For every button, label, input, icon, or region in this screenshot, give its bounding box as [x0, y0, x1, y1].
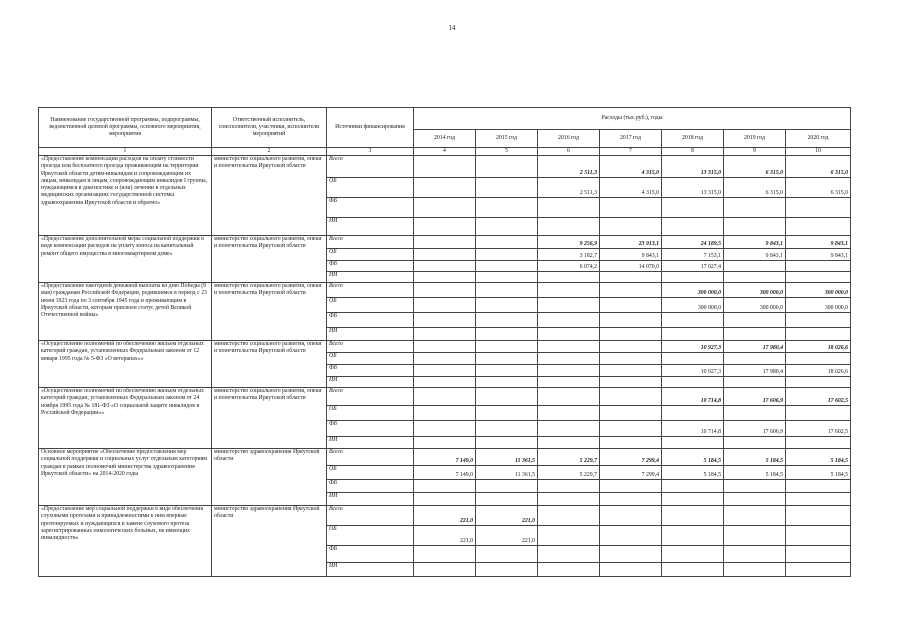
amount-cell: [538, 421, 600, 437]
amount-cell: 11 361,5: [476, 466, 538, 480]
amount-cell: [724, 506, 786, 526]
amount-cell: [476, 493, 538, 506]
amount-cell: [662, 272, 724, 283]
amount-cell: [414, 493, 476, 506]
amount-cell: [724, 377, 786, 388]
program-name: Основное мероприятие «Обеспечение предоставления мер социальной поддержки и социальных услуг отдельным категориям граждан в рамках полномочий министерства здравоохранения Иркутской области» на 2014-2020 годы: [39, 449, 212, 506]
amount-cell: [662, 437, 724, 449]
amount-cell: [538, 546, 600, 563]
amount-cell: [786, 198, 851, 218]
amount-cell: [600, 526, 662, 546]
program-name: «Осуществление полномочий по обеспечению жильем отдельных категорий граждан, установленных Федеральным законом от 12 января 1995 года № 5-ФЗ «О ветеранах»»: [39, 341, 212, 388]
column-number: 1: [39, 148, 212, 156]
amount-cell: [538, 365, 600, 377]
amount-cell: [662, 480, 724, 493]
amount-cell: [476, 563, 538, 577]
header-year: 2018 год: [662, 130, 724, 148]
amount-cell: [414, 421, 476, 437]
amount-cell: 4 315,0: [600, 156, 662, 178]
funding-source: ФБ: [327, 546, 414, 563]
amount-cell: [662, 313, 724, 328]
amount-cell: [600, 218, 662, 236]
funding-source: ФБ: [327, 421, 414, 437]
amount-cell: [786, 272, 851, 283]
amount-cell: [476, 236, 538, 249]
amount-cell: 6 315,0: [724, 156, 786, 178]
amount-cell: [662, 546, 724, 563]
column-number: 2: [212, 148, 327, 156]
amount-cell: [414, 249, 476, 261]
amount-cell: [600, 563, 662, 577]
amount-cell: 2 511,3: [538, 178, 600, 198]
header-year: 2020 год: [786, 130, 851, 148]
amount-cell: [724, 328, 786, 341]
funding-source: Всего: [327, 236, 414, 249]
amount-cell: [724, 198, 786, 218]
amount-cell: [476, 249, 538, 261]
amount-cell: [600, 437, 662, 449]
column-numbers-row: [39, 148, 851, 156]
funding-source: Всего: [327, 283, 414, 298]
amount-cell: [724, 546, 786, 563]
amount-cell: 17 027,4: [662, 261, 724, 272]
amount-cell: [600, 388, 662, 406]
amount-cell: [538, 328, 600, 341]
amount-cell: [476, 198, 538, 218]
amount-cell: 9 843,1: [724, 249, 786, 261]
amount-cell: [538, 353, 600, 365]
amount-cell: [476, 480, 538, 493]
amount-cell: [538, 283, 600, 298]
executor-name: министерство социального развития, опеки и попечительства Иркутской области: [212, 341, 327, 388]
amount-cell: [414, 236, 476, 249]
amount-cell: [662, 563, 724, 577]
amount-cell: [786, 353, 851, 365]
amount-cell: 13 315,0: [662, 178, 724, 198]
column-number: 5: [476, 148, 538, 156]
amount-cell: [414, 261, 476, 272]
amount-cell: 300 000,0: [662, 298, 724, 313]
amount-cell: 10 714,8: [662, 388, 724, 406]
amount-cell: 6 315,0: [786, 156, 851, 178]
amount-cell: [476, 421, 538, 437]
amount-cell: 5 184,5: [724, 466, 786, 480]
amount-cell: 24 189,5: [662, 236, 724, 249]
amount-cell: 13 315,0: [662, 156, 724, 178]
column-number: 8: [662, 148, 724, 156]
amount-cell: [414, 328, 476, 341]
funding-source: ОБ: [327, 178, 414, 198]
program-name: «Осуществление полномочий по обеспечению жильем отдельных категорий граждан, установленных Федеральным законом от 24 ноября 1995 года № 181-ФЗ «О социальной защите инвалидов в Российской Федерации»»: [39, 388, 212, 449]
executor-name: министерство социального развития, опеки и попечительства Иркутской области: [212, 388, 327, 449]
amount-cell: [662, 328, 724, 341]
amount-cell: [724, 218, 786, 236]
amount-cell: [476, 546, 538, 563]
funding-source: ИИ: [327, 272, 414, 283]
table-row: [39, 283, 851, 298]
amount-cell: [414, 437, 476, 449]
funding-source: ИИ: [327, 493, 414, 506]
program-name: «Предоставление мер социальной поддержки в виде обеспечения слуховыми протезами и принадлежностями к ним впервые протезируемых и нуждающихся в замене слухового протеза зарегистрированных онкологических больных, не имеющих инвалидности»: [39, 506, 212, 577]
amount-cell: [724, 353, 786, 365]
amount-cell: [786, 563, 851, 577]
amount-cell: 17 606,9: [724, 421, 786, 437]
amount-cell: 23 913,1: [600, 236, 662, 249]
column-number: 10: [786, 148, 851, 156]
header-year: 2019 год: [724, 130, 786, 148]
amount-cell: [600, 283, 662, 298]
amount-cell: [662, 493, 724, 506]
amount-cell: [600, 313, 662, 328]
amount-cell: [476, 341, 538, 353]
amount-cell: [786, 377, 851, 388]
amount-cell: [538, 480, 600, 493]
funding-source: ОБ: [327, 249, 414, 261]
page-number: 14: [448, 24, 456, 32]
funding-source: Всего: [327, 449, 414, 466]
amount-cell: 6 315,0: [786, 178, 851, 198]
amount-cell: 9 843,1: [600, 249, 662, 261]
amount-cell: [662, 353, 724, 365]
amount-cell: 17 980,4: [724, 365, 786, 377]
funding-source: Всего: [327, 156, 414, 178]
amount-cell: 7 149,0: [414, 449, 476, 466]
amount-cell: 5 229,7: [538, 449, 600, 466]
amount-cell: 17 602,5: [786, 388, 851, 406]
amount-cell: [538, 563, 600, 577]
amount-cell: 10 714,8: [662, 421, 724, 437]
amount-cell: [786, 526, 851, 546]
amount-cell: [724, 261, 786, 272]
amount-cell: [414, 377, 476, 388]
amount-cell: [724, 493, 786, 506]
amount-cell: [600, 272, 662, 283]
amount-cell: [600, 198, 662, 218]
amount-cell: 10 927,3: [662, 341, 724, 353]
amount-cell: [724, 272, 786, 283]
program-name: «Предоставление ежегодной денежной выплаты ко дню Победы (9 мая) гражданам Российской Федерации, родившимся в период с 23 июня 1923 года по 3 сентября 1945 года и проживающим в Иркутской области, которым присвоен статус детей Великой Отечественной войны»: [39, 283, 212, 341]
table-row: [39, 449, 851, 466]
funding-source: ИИ: [327, 218, 414, 236]
amount-cell: 221,0: [476, 506, 538, 526]
amount-cell: [786, 328, 851, 341]
amount-cell: [414, 298, 476, 313]
amount-cell: [786, 437, 851, 449]
funding-source: ОБ: [327, 353, 414, 365]
funding-source: ОБ: [327, 298, 414, 313]
table-row: [39, 506, 851, 526]
amount-cell: [538, 406, 600, 421]
amount-cell: [476, 377, 538, 388]
amount-cell: 17 980,4: [724, 341, 786, 353]
program-name: «Предоставление компенсации расходов на оплату стоимости проезда или бесплатного проезда проживающим на территории Иркутской области детям-инвалидам и сопровождающим их лицам, инвалидам и лицам, сопровождающим инвалидов I группы, нуждающимся в диагностике и (или) лечении в отдельных медицинских организациях государственной системы здравоохранения Иркутской области и обратно»: [39, 156, 212, 236]
amount-cell: [600, 480, 662, 493]
header-year: 2017 год: [600, 130, 662, 148]
amount-cell: [414, 272, 476, 283]
amount-cell: [414, 406, 476, 421]
amount-cell: 17 602,5: [786, 421, 851, 437]
amount-cell: [600, 365, 662, 377]
amount-cell: [662, 198, 724, 218]
amount-cell: [724, 313, 786, 328]
amount-cell: [414, 480, 476, 493]
amount-cell: [724, 563, 786, 577]
amount-cell: [538, 506, 600, 526]
header-spending: Расходы (тыс.руб.), годы: [414, 108, 851, 130]
table-row: [39, 236, 851, 249]
amount-cell: [600, 353, 662, 365]
amount-cell: [414, 198, 476, 218]
amount-cell: [476, 313, 538, 328]
amount-cell: [414, 313, 476, 328]
amount-cell: 9 256,9: [538, 236, 600, 249]
amount-cell: [414, 546, 476, 563]
amount-cell: [414, 563, 476, 577]
executor-name: министерство здравоохранения Иркутской области: [212, 449, 327, 506]
table-row: [39, 388, 851, 406]
amount-cell: [414, 365, 476, 377]
amount-cell: [786, 506, 851, 526]
funding-source: ФБ: [327, 365, 414, 377]
amount-cell: [476, 298, 538, 313]
amount-cell: [538, 377, 600, 388]
amount-cell: [538, 437, 600, 449]
amount-cell: [476, 388, 538, 406]
amount-cell: 5 184,5: [724, 449, 786, 466]
funding-source: ФБ: [327, 480, 414, 493]
amount-cell: [538, 493, 600, 506]
amount-cell: 221,0: [414, 526, 476, 546]
amount-cell: [724, 437, 786, 449]
amount-cell: [476, 272, 538, 283]
amount-cell: [662, 526, 724, 546]
table-row: [39, 341, 851, 353]
amount-cell: 14 070,0: [600, 261, 662, 272]
header-program: Наименование государственной программы, подпрограммы, ведомственной целевой программы, основного мероприятия, мероприятия: [39, 108, 212, 148]
program-name: «Предоставление дополнительной меры социальной поддержки в виде компенсации расходов на уплату взноса на капитальный ремонт общего имущества в многоквартирном доме»: [39, 236, 212, 283]
funding-source: ИИ: [327, 328, 414, 341]
amount-cell: [600, 493, 662, 506]
amount-cell: [662, 218, 724, 236]
amount-cell: 9 843,1: [724, 236, 786, 249]
amount-cell: [600, 298, 662, 313]
amount-cell: 300 000,0: [724, 298, 786, 313]
amount-cell: 17 606,9: [724, 388, 786, 406]
funding-source: ИИ: [327, 563, 414, 577]
amount-cell: 221,0: [476, 526, 538, 546]
header-year: 2015 год: [476, 130, 538, 148]
budget-table-body: [39, 156, 851, 577]
amount-cell: [414, 388, 476, 406]
amount-cell: 6 074,2: [538, 261, 600, 272]
amount-cell: [414, 283, 476, 298]
funding-source: ОБ: [327, 526, 414, 546]
amount-cell: [538, 272, 600, 283]
amount-cell: [414, 341, 476, 353]
amount-cell: [538, 313, 600, 328]
funding-source: ФБ: [327, 313, 414, 328]
amount-cell: [414, 353, 476, 365]
funding-source: Всего: [327, 388, 414, 406]
header-year: 2016 год: [538, 130, 600, 148]
amount-cell: [538, 298, 600, 313]
executor-name: министерство социального развития, опеки и попечительства Иркутской области: [212, 236, 327, 283]
amount-cell: 3 182,7: [538, 249, 600, 261]
amount-cell: [476, 437, 538, 449]
funding-source: ИИ: [327, 437, 414, 449]
header-executor: Ответственный исполнитель, соисполнители, участники, исполнители мероприятий: [212, 108, 327, 148]
amount-cell: [724, 526, 786, 546]
amount-cell: [600, 506, 662, 526]
amount-cell: [600, 328, 662, 341]
amount-cell: 300 000,0: [786, 298, 851, 313]
amount-cell: [786, 546, 851, 563]
amount-cell: [786, 406, 851, 421]
amount-cell: 9 843,1: [786, 249, 851, 261]
amount-cell: 300 000,0: [724, 283, 786, 298]
amount-cell: 18 026,6: [786, 365, 851, 377]
amount-cell: 300 000,0: [662, 283, 724, 298]
amount-cell: 5 229,7: [538, 466, 600, 480]
amount-cell: 7 299,4: [600, 466, 662, 480]
amount-cell: 9 843,1: [786, 236, 851, 249]
amount-cell: 5 184,5: [662, 449, 724, 466]
amount-cell: 6 315,0: [724, 178, 786, 198]
amount-cell: 2 511,3: [538, 156, 600, 178]
amount-cell: [476, 218, 538, 236]
amount-cell: 7 299,4: [600, 449, 662, 466]
amount-cell: 221,0: [414, 506, 476, 526]
amount-cell: [538, 526, 600, 546]
amount-cell: [600, 341, 662, 353]
amount-cell: [724, 406, 786, 421]
table-row: [39, 156, 851, 178]
column-number: 7: [600, 148, 662, 156]
header-source: Источники финансирования: [327, 108, 414, 148]
amount-cell: [662, 406, 724, 421]
amount-cell: 7 153,1: [662, 249, 724, 261]
executor-name: министерство социального развития, опеки и попечительства Иркутской области: [212, 156, 327, 236]
executor-name: министерство социального развития, опеки и попечительства Иркутской области: [212, 283, 327, 341]
amount-cell: [662, 506, 724, 526]
amount-cell: 4 315,0: [600, 178, 662, 198]
executor-name: министерство здравоохранения Иркутской области: [212, 506, 327, 577]
amount-cell: [538, 218, 600, 236]
amount-cell: [476, 261, 538, 272]
amount-cell: [414, 156, 476, 178]
amount-cell: [476, 406, 538, 421]
amount-cell: [414, 178, 476, 198]
amount-cell: [476, 283, 538, 298]
amount-cell: 7 149,0: [414, 466, 476, 480]
amount-cell: 11 361,5: [476, 449, 538, 466]
amount-cell: 10 927,3: [662, 365, 724, 377]
amount-cell: [476, 353, 538, 365]
funding-source: ОБ: [327, 466, 414, 480]
amount-cell: [538, 388, 600, 406]
budget-table: [38, 107, 851, 577]
amount-cell: [538, 341, 600, 353]
amount-cell: 18 026,6: [786, 341, 851, 353]
amount-cell: 5 184,5: [662, 466, 724, 480]
amount-cell: [786, 313, 851, 328]
column-number: 4: [414, 148, 476, 156]
amount-cell: [538, 198, 600, 218]
amount-cell: [600, 406, 662, 421]
funding-source: ОБ: [327, 406, 414, 421]
amount-cell: [600, 377, 662, 388]
amount-cell: [662, 377, 724, 388]
amount-cell: 300 000,0: [786, 283, 851, 298]
amount-cell: 5 184,5: [786, 449, 851, 466]
amount-cell: [600, 421, 662, 437]
amount-cell: [600, 546, 662, 563]
column-number: 9: [724, 148, 786, 156]
amount-cell: [476, 156, 538, 178]
amount-cell: [476, 365, 538, 377]
column-number: 6: [538, 148, 600, 156]
amount-cell: [476, 328, 538, 341]
amount-cell: [724, 480, 786, 493]
amount-cell: [786, 480, 851, 493]
amount-cell: 5 184,5: [786, 466, 851, 480]
funding-source: ФБ: [327, 198, 414, 218]
column-number: 3: [327, 148, 414, 156]
funding-source: Всего: [327, 341, 414, 353]
amount-cell: [786, 261, 851, 272]
funding-source: ИИ: [327, 377, 414, 388]
amount-cell: [786, 218, 851, 236]
amount-cell: [476, 178, 538, 198]
amount-cell: [786, 493, 851, 506]
header-year: 2014 год: [414, 130, 476, 148]
amount-cell: [414, 218, 476, 236]
funding-source: ФБ: [327, 261, 414, 272]
funding-source: Всего: [327, 506, 414, 526]
